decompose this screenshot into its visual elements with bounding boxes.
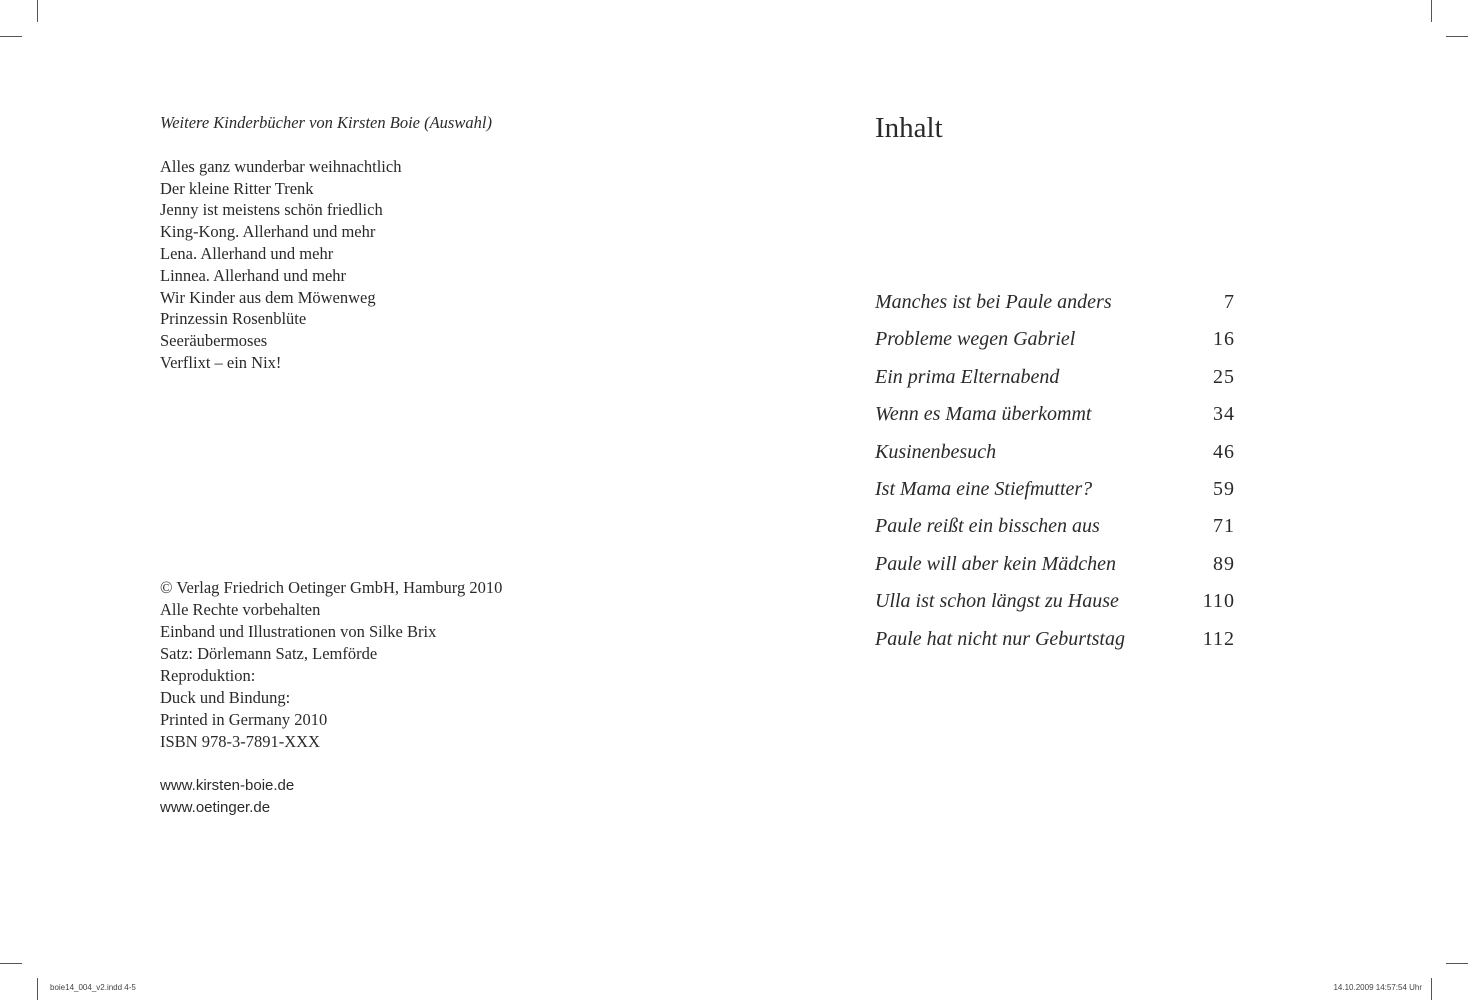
toc-chapter-title: Wenn es Mama überkommt: [875, 403, 1092, 426]
book-title: Prinzessin Rosenblüte: [160, 309, 307, 329]
toc-chapter-title: Paule will aber kein Mädchen: [875, 552, 1117, 575]
toc-entry[interactable]: [875, 434, 1235, 471]
toc-chapter-title: Probleme wegen Gabriel: [875, 328, 1076, 351]
toc-page-number: 7: [1224, 291, 1235, 313]
book-title: Linnea. Allerhand und mehr: [160, 265, 347, 285]
crop-mark: [1446, 963, 1468, 964]
toc-chapter-title: Ist Mama eine Stiefmutter?: [875, 477, 1093, 500]
toc-chapter-title: Ulla ist schon längst zu Hause: [875, 590, 1119, 613]
crop-mark: [37, 0, 38, 22]
toc-page-number: 112: [1202, 627, 1235, 650]
book-title: Wir Kinder aus dem Möwenweg: [160, 287, 376, 307]
toc-page-number: 89: [1213, 552, 1235, 575]
book-title: Seeräubermoses: [160, 331, 268, 351]
imprint-printed-in: Printed in Germany 2010: [160, 710, 328, 729]
crop-mark: [1431, 0, 1432, 22]
table-of-contents: [875, 284, 1235, 658]
toc-entry[interactable]: [875, 583, 1235, 620]
toc-entry[interactable]: [875, 396, 1235, 433]
toc-entry[interactable]: [875, 471, 1235, 508]
imprint-typesetting: Satz: Dörlemann Satz, Lemförde: [160, 644, 378, 663]
crop-mark: [0, 36, 22, 37]
imprint-copyright: © Verlag Friedrich Oetinger GmbH, Hamburg 2010: [160, 578, 503, 597]
toc-page-number: 110: [1202, 590, 1235, 613]
book-title: Verflixt – ein Nix!: [160, 352, 282, 372]
imprint: [160, 577, 720, 753]
toc-entry[interactable]: [875, 621, 1235, 658]
toc-chapter-title: Paule reißt ein bisschen aus: [875, 515, 1100, 538]
other-books-section: [160, 112, 680, 374]
book-title: Der kleine Ritter Trenk: [160, 178, 314, 198]
toc-page-number: 34: [1213, 403, 1235, 426]
imprint-isbn: ISBN 978-3-7891-XXX: [160, 732, 320, 751]
toc-chapter-title: Kusinenbesuch: [875, 440, 997, 463]
imprint-illustrations: Einband und Illustrationen von Silke Brix: [160, 622, 437, 641]
slug-timestamp: 14.10.2009 14:57:54 Uhr: [1333, 983, 1422, 992]
toc-entry[interactable]: [875, 284, 1235, 321]
imprint-printing: Duck und Bindung:: [160, 688, 291, 707]
book-list: [160, 156, 680, 374]
website-link-kirsten-boie[interactable]: www.kirsten-boie.de: [160, 777, 295, 794]
book-title: Alles ganz wunderbar weihnachtlich: [160, 156, 402, 176]
toc-chapter-title: Manches ist bei Paule anders: [875, 291, 1112, 313]
imprint-rights: Alle Rechte vorbehalten: [160, 600, 321, 619]
slug-filename: boie14_004_v2.indd 4-5: [50, 983, 136, 992]
toc-page-number: 71: [1213, 515, 1235, 538]
crop-mark: [1446, 36, 1468, 37]
websites: [160, 775, 294, 819]
toc-page-number: 25: [1213, 365, 1235, 388]
book-title: Lena. Allerhand und mehr: [160, 243, 334, 263]
toc-page-number: 16: [1213, 328, 1235, 351]
toc-page-number: 46: [1213, 440, 1235, 463]
website-link-oetinger[interactable]: www.oetinger.de: [160, 799, 271, 816]
toc-entry[interactable]: [875, 546, 1235, 583]
crop-mark: [37, 978, 38, 1000]
book-title: Jenny ist meistens schön friedlich: [160, 200, 383, 220]
toc-entry[interactable]: [875, 508, 1235, 545]
other-books-heading: Weitere Kinderbücher von Kirsten Boie (Auswahl): [160, 113, 492, 132]
toc-entry[interactable]: [875, 359, 1235, 396]
toc-chapter-title: Paule hat nicht nur Geburtstag: [875, 627, 1125, 650]
imprint-reproduction: Reproduktion:: [160, 666, 256, 685]
book-title: King-Kong. Allerhand und mehr: [160, 222, 376, 242]
toc-title: Inhalt: [875, 112, 943, 144]
crop-mark: [1431, 978, 1432, 1000]
toc-page-number: 59: [1213, 477, 1235, 500]
crop-mark: [0, 963, 22, 964]
toc-entry[interactable]: [875, 321, 1235, 358]
toc-chapter-title: Ein prima Elternabend: [875, 365, 1060, 388]
